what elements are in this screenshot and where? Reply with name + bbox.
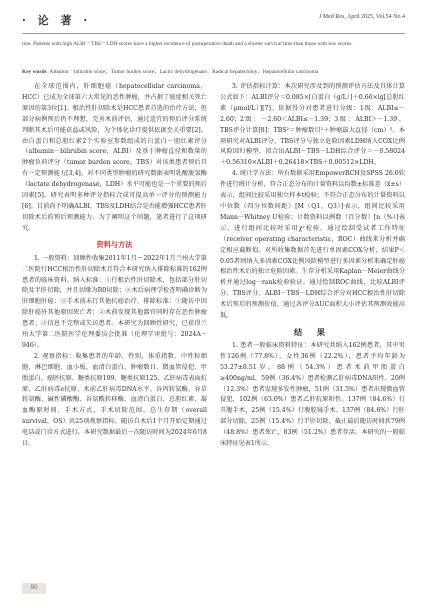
left-column	[22, 82, 207, 450]
journal-citation: J Med Res, April 2025, Vol.54 No.4	[318, 14, 405, 20]
intro-paragraph: 在全球范围内，肝细胞癌（hepatocellular carcinoma，HCC）已成为全球第六大常见的恶性肿瘤，并占据了癌症相关死亡原因的第3位[1]。根治性肝切除术是HCC患者首选的治疗方法，但部分病例预后仍不理想，完善术前评估，通过适宜的预后评分系统判断其术后可能获益或风险，为个体化诊疗提供依据至关重要[2]。由白蛋白和总胆红素2个实验室参数组成的白蛋白－胆红素评分（albumin－bilirubin score，ALBI）及基于肿瘤直径和数量的肿瘤负荷评分（tumor burden score，TBS）对该类患者预后具有一定预测能力[3,4]。对不同类型肿瘤的研究数据表明乳酸脱氢酶（lactate dehydrogenase，LDH）水平可能也是一个重要的预后因素[5]。研究表明多种评分指标合成可提高单一评分的预测能力[6]。目前尚不明确ALBI、TBS及LDH结合是否能增强HCC患者肝切除术后的预后预测能力。为了阐明这个问题，笔者进行了这项研究。	[22, 83, 207, 232]
methods-scores-paragraph: 3. 评估指标计算：本次研究涉及到的预测评估方法及具体计算公式如下：ALBI评分＝0.085×[白蛋白（g/L）]＋0.66×lg[总胆红素（μmol/L）][7]。依据得分对患者进行分级：1级：ALBI≤－2.60；2级：－2.60＜ALBI≤－1.39；3级：ALBI＞－1.39。TBS评分计算[8]：TBS²＝肿瘤数目²＋肿瘤最大直径（cm）²。本项研究对ALBI评分、TBS评分与独立危险因素LDH纳入COX比例风险回归模型，拟合出ALBI－TBS－LDH综合评分＝－0.58024＋0.56310×ALBI＋0.26418×TBS＋0.00512×LDH。	[220, 83, 405, 167]
header-divider	[22, 33, 405, 34]
keywords-english	[22, 68, 405, 76]
page-number: 90	[22, 583, 46, 594]
methods-statistics-paragraph: 4. 统计学方法：所有数据采用EmpowerRCH及SPSS 26.0软件进行统计分析，符合正态分布的计量资料以均数±标准差（x̄±s）表示，组间比较采用独立样本t检验；不符合正态分布的计量资料以中位数（四分位数间距）[M（Q1，Q3）]表示，组间比较采用Mann－Whitney U检验；计数资料以例数（百分数）[n（%）]表示，进行组间比较时采用χ²检验。通过绘制受试者工作特征（receiver operating characteristic，ROC）曲线来分析并确定相应截断值。对所收集数据首先进行单因素COX分析，结果P＜0.05者则纳入多因素COX比例风险模型进行多因素分析来确定肝癌根治性术后的独立危险因素。生存分析采用Kaplan－Meier曲线分析并通过log－rank检验验证。通过绘制ROC曲线，比较ALBI评分、TBS评分、ALBI－TBS－LDH综合评分对HCC根治性肝切除术后预后的预测价值，通过各评分AUC面积大小评估其预测效能高低。	[220, 170, 405, 320]
right-column	[220, 82, 405, 450]
results-heading: 结 果	[294, 326, 331, 337]
running-header	[22, 10, 405, 32]
section-label: · 论 著 ·	[22, 14, 92, 27]
keywords-label: Key words	[22, 69, 47, 75]
keywords-text: Albumin－bilirubin score；Tumor burden score；Lactic dehydrogenase；Radical hepatectomy；Hepatocellular carcinoma	[49, 69, 319, 75]
methods-heading: 资料与方法	[96, 239, 133, 249]
methods-general-paragraph: 1. 一般资料：回顾性收集2011年1月～2022年1月兰州大学第二医院行HCC根治性肝切除术且符合本研究纳入排除标准的162例患者的临床资料。纳入标准：①行根治性肝切除术，包括部分肝切除及半肝切除，并且切缘为R0切除；②术后病理学检查明确诊断为肝细胞肝癌；③手术前未行其他抗癌治疗。排除标准：①随访中因除肝癌外其他原因死亡者；②术前发现其他器官同时存在恶性肿瘤患者；③信息不完整或失访患者。本研究为回顾性研究，已获得兰州大学第二医院医学伦理委员会批准（伦理学审批号：2024A－946）。	[22, 254, 207, 349]
results-paragraph: 1. 患者一般临床资料特征：本研究共纳入162例患者，其中男性126例（77.8%），女性36例（22.2%），患者平均年龄为53.27±8.51岁。88例（54.3%）患者术前甲胎蛋白≥400ng/ml，59例（36.4%）患者检测乙肝病毒DNA阳性。20例（12.3%）患者发现多发性肿瘤，51例（31.5%）患者出现微血管侵犯，102例（63.0%）患者乙肝抗原阳性。137例（84.6%）行开腹手术，25例（15.4%）行腹腔镜手术。137例（84.6%）行肝部分切除，25例（15.4%）行半肝切除。截止最后随访时间共79例（48.8%）患者死亡，83例（51.2%）患者存活。本研究的一般临床特征见表1所示。	[220, 341, 405, 448]
abstract-english-tail: tion. Patients with high ALBI－TBS－LDH scores have a higher incidence of postoperative death and a shorter survival time than those with low scores.	[22, 41, 353, 47]
methods-indicators-paragraph: 2. 观察指标：收集患者的年龄、性别、体重指数、中性粒细胞、淋巴细胞、血小板、血清白蛋白、肿瘤数目、微血管侵犯、甲胎蛋白、癌胚抗原、糖类抗原199、糖类抗原125、乙肝病毒表面抗原、乙肝病毒e抗原、术前乙肝病毒DNA水平、谷丙转氨酶、谷草转氨酶、碱性磷酸酶、谷氨酰转移酶、血清白蛋白、总胆红素、凝血酶原时间、手术方式、手术切除范围、总生存期（overall survival，OS）共25项观察指标。随访自术后1个月开始定期通过电话或门诊方式进行。本研究数据最后一次随访时间为2024年6月8日。	[22, 352, 207, 448]
